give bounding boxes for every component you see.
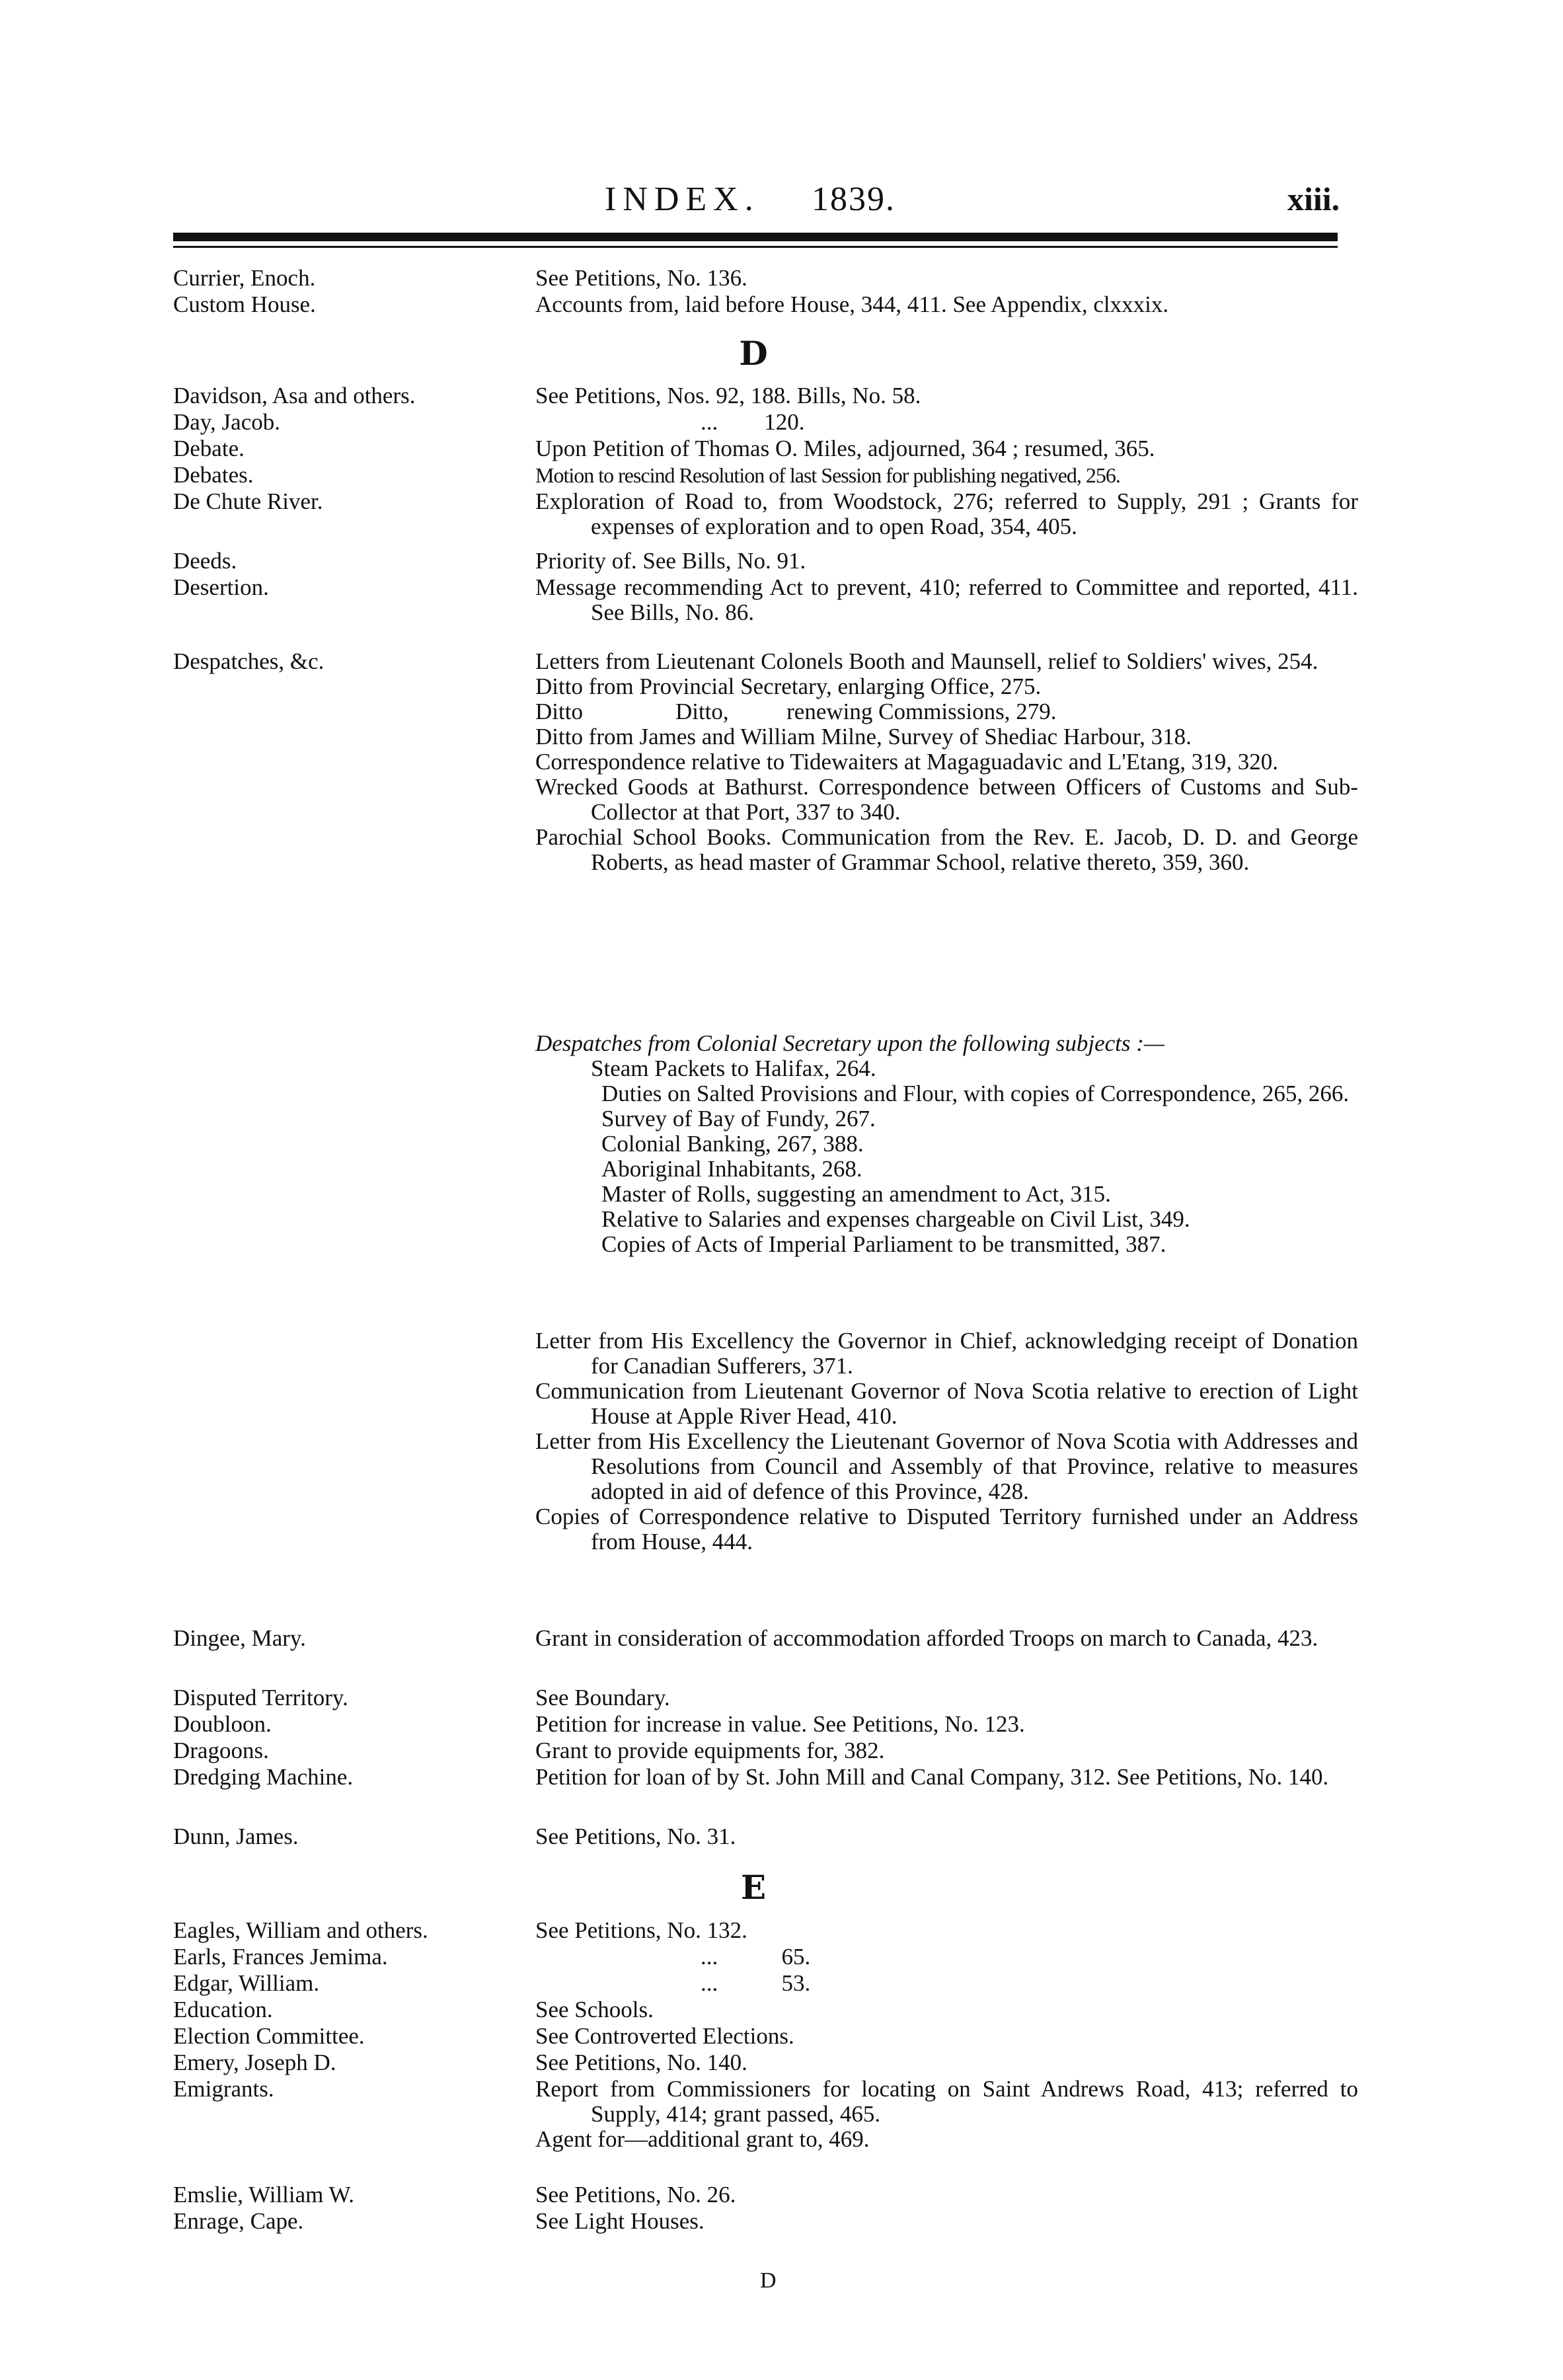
- section-letter-e: E: [740, 1868, 767, 1907]
- despatch-item: Copies of Acts of Imperial Parliament to be transmitted, 387.: [601, 1231, 1166, 1257]
- entry-text: Petition for loan of by St. John Mill and Canal Company, 312. See Petitions, No. 140.: [535, 1764, 1329, 1790]
- entry-text: See Controverted Elections.: [535, 2023, 794, 2049]
- despatch-item: Aboriginal Inhabitants, 268.: [601, 1156, 862, 1182]
- entry-term: Davidson, Asa and others.: [173, 383, 416, 408]
- entry-text: See Schools.: [535, 1997, 654, 2022]
- entry-term: Dunn, James.: [173, 1823, 299, 1849]
- entry-text: See Petitions, No. 140.: [535, 2050, 747, 2075]
- entry-text: See Petitions, No. 132.: [535, 1917, 747, 1943]
- entry-text: Petition for increase in value. See Petitions, No. 123.: [535, 1711, 1025, 1737]
- entry-term: Earls, Frances Jemima.: [173, 1944, 388, 1970]
- entry-term: Eagles, William and others.: [173, 1917, 428, 1943]
- entry-text: Priority of. See Bills, No. 91.: [535, 548, 806, 574]
- despatch-item: Colonial Banking, 267, 388.: [601, 1131, 864, 1157]
- entry-text: Ditto Ditto, renewing Commissions, 279.: [535, 699, 1057, 724]
- despatch-item: Survey of Bay of Fundy, 267.: [601, 1106, 876, 1132]
- entry-term: Currier, Enoch.: [173, 265, 316, 291]
- entry-text: Agent for—additional grant to, 469.: [535, 2126, 870, 2152]
- entry-term: Election Committee.: [173, 2023, 365, 2049]
- entry-text: Report from Commissioners for locating on Saint Andrews Road, 413; referred to Supply, 414; grant passed, 465.: [535, 2076, 1358, 2127]
- entry-text: See Boundary.: [535, 1685, 670, 1710]
- entry-term: Despatches, &c.: [173, 648, 324, 674]
- entry-term: Debate.: [173, 436, 245, 461]
- header-rule-thick: [173, 233, 1338, 241]
- entry-term: Enrage, Cape.: [173, 2208, 304, 2234]
- entry-term: Doubloon.: [173, 1711, 272, 1737]
- entry-text: Communication from Lieutenant Governor of Nova Scotia relative to erection of Light House at Apple River Head, 410.: [535, 1378, 1358, 1429]
- entry-term: Desertion.: [173, 574, 269, 600]
- entry-text: See Petitions, No. 136.: [535, 265, 747, 291]
- entry-term: Deeds.: [173, 548, 237, 574]
- entry-text: Parochial School Books. Communication from the Rev. E. Jacob, D. D. and George Roberts, as head master of Grammar School, relative thereto, 359, 360.: [535, 824, 1358, 875]
- entry-term: Custom House.: [173, 291, 316, 317]
- entry-term: Emigrants.: [173, 2076, 274, 2102]
- entry-text: Correspondence relative to Tidewaiters at Magaguadavic and L'Etang, 319, 320.: [535, 749, 1279, 775]
- entry-text: ... 53.: [701, 1970, 811, 1996]
- index-title: INDEX.: [605, 180, 760, 218]
- entry-text: See Petitions, No. 31.: [535, 1823, 736, 1849]
- entry-text: Grant to provide equipments for, 382.: [535, 1738, 885, 1763]
- entry-text: See Light Houses.: [535, 2208, 705, 2234]
- entry-term: Disputed Territory.: [173, 1685, 348, 1710]
- entry-text: Letter from His Excellency the Governor in Chief, acknowledging receipt of Donation for Canadian Sufferers, 371.: [535, 1328, 1358, 1379]
- entry-text: Letter from His Excellency the Lieutenant Governor of Nova Scotia with Addresses and Resolutions from Council and Assembly of that Province, relative to measures adopted in aid of defence of this Province, 428.: [535, 1428, 1358, 1504]
- entry-term: De Chute River.: [173, 488, 323, 514]
- despatches-heading: Despatches from Colonial Secretary upon the following subjects :—: [535, 1030, 1165, 1056]
- despatch-item: Relative to Salaries and expenses chargeable on Civil List, 349.: [601, 1206, 1190, 1232]
- signature-mark: D: [760, 2268, 777, 2293]
- entry-text: Ditto from Provincial Secretary, enlarging Office, 275.: [535, 673, 1042, 699]
- entry-term: Education.: [173, 1997, 273, 2022]
- entry-text: Message recommending Act to prevent, 410; referred to Committee and reported, 411. See Bills, No. 86.: [535, 574, 1358, 625]
- entry-text: Upon Petition of Thomas O. Miles, adjourned, 364 ; resumed, 365.: [535, 436, 1155, 461]
- despatch-item: Duties on Salted Provisions and Flour, with copies of Correspondence, 265, 266.: [601, 1081, 1350, 1106]
- entry-term: Edgar, William.: [173, 1970, 320, 1996]
- entry-term: Dredging Machine.: [173, 1764, 354, 1790]
- entry-term: Debates.: [173, 462, 254, 488]
- entry-text: Letters from Lieutenant Colonels Booth and Maunsell, relief to Soldiers' wives, 254.: [535, 648, 1318, 674]
- entry-text: Copies of Correspondence relative to Disputed Territory furnished under an Address from House, 444.: [535, 1504, 1358, 1555]
- entry-text: Ditto from James and William Milne, Survey of Shediac Harbour, 318.: [535, 724, 1192, 749]
- entry-term: Day, Jacob.: [173, 409, 280, 435]
- entry-text: Grant in consideration of accommodation afforded Troops on march to Canada, 423.: [535, 1625, 1318, 1651]
- header-rule-thin: [173, 246, 1338, 248]
- page-number: xiii.: [1287, 180, 1340, 217]
- entry-text: ... 65.: [701, 1944, 811, 1970]
- entry-text: ... 120.: [701, 409, 805, 435]
- despatch-item: Steam Packets to Halifax, 264.: [591, 1056, 876, 1081]
- entry-text: Accounts from, laid before House, 344, 411. See Appendix, clxxxix.: [535, 291, 1169, 317]
- entry-text: Exploration of Road to, from Woodstock, 276; referred to Supply, 291 ; Grants for expenses of exploration and to open Road, 354, 405.: [535, 488, 1358, 539]
- entry-text: Wrecked Goods at Bathurst. Correspondence between Officers of Customs and Sub-Collector at that Port, 337 to 340.: [535, 774, 1358, 825]
- entry-term: Emslie, William W.: [173, 2182, 355, 2207]
- entry-term: Dingee, Mary.: [173, 1625, 306, 1651]
- entry-term: Dragoons.: [173, 1738, 269, 1763]
- entry-text: See Petitions, No. 26.: [535, 2182, 736, 2207]
- despatch-item: Master of Rolls, suggesting an amendment to Act, 315.: [601, 1181, 1111, 1207]
- index-year: 1839.: [812, 180, 896, 218]
- section-letter-d: D: [739, 334, 768, 373]
- entry-text: Motion to rescind Resolution of last Session for publishing negatived, 256.: [535, 463, 1120, 487]
- entry-text: See Petitions, Nos. 92, 188. Bills, No. 58.: [535, 383, 921, 408]
- page-header: [0, 180, 1563, 226]
- entry-term: Emery, Joseph D.: [173, 2050, 336, 2075]
